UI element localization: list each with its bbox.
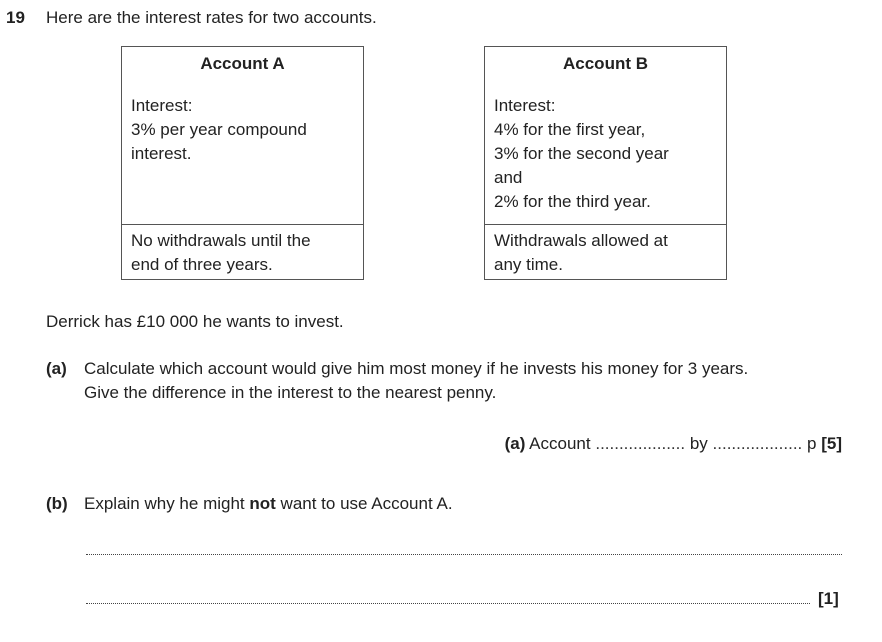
account-a-interest-line: Interest: [131,96,193,115]
scenario-text: Derrick has £10 000 he wants to invest. [46,312,344,331]
account-b-interest-line: 2% for the third year. [494,192,651,211]
part-a-line: Give the difference in the interest to the nearest penny. [84,383,497,402]
answer-line-1[interactable] [86,554,842,555]
answer-account-field[interactable]: ................... [595,434,686,453]
part-a-marks: [5] [821,434,842,453]
part-b-label: (b) [46,494,68,513]
account-a-withdrawals [122,224,363,279]
part-a-answer-line [505,432,842,456]
part-a-line: Calculate which account would give him most money if he invests his money for 3 years. [84,359,749,378]
question-intro: Here are the interest rates for two accounts. [46,8,377,27]
account-b-interest-line: and [494,168,523,187]
account-b-withdrawals [485,224,726,279]
account-a-title: Account A [200,54,285,73]
answer-difference-field[interactable]: ................... [712,434,803,453]
account-a-interest [122,82,363,166]
answer-line-2[interactable] [86,603,810,604]
account-b-withdrawal-line: any time. [494,255,563,274]
account-b-interest [485,82,726,214]
account-b-box [484,46,727,280]
account-a-interest-line: interest. [131,144,192,163]
part-a-label: (a) [46,359,67,378]
account-a-withdrawal-line: No withdrawals until the [131,231,311,250]
account-b-interest-line: Interest: [494,96,556,115]
answer-account-label: Account [529,434,591,453]
answer-part-label: (a) [504,434,526,453]
part-b-question [84,492,453,516]
account-b-title: Account B [563,54,648,73]
part-a-question [84,357,748,405]
part-b-emphasis: not [249,494,276,513]
part-b-text-before: Explain why he might [84,494,250,513]
account-a-interest-line: 3% per year compound [131,120,307,139]
account-b-interest-line: 4% for the first year, [494,120,646,139]
part-b-marks: [1] [818,589,839,608]
account-b-interest-line: 3% for the second year [494,144,669,163]
account-b-withdrawal-line: Withdrawals allowed at [494,231,668,250]
answer-unit: p [807,434,817,453]
answer-by-label: by [689,434,708,453]
account-a-box [121,46,364,280]
account-a-withdrawal-line: end of three years. [131,255,273,274]
question-number: 19 [6,8,25,27]
part-b-text-after: want to use Account A. [275,494,453,513]
